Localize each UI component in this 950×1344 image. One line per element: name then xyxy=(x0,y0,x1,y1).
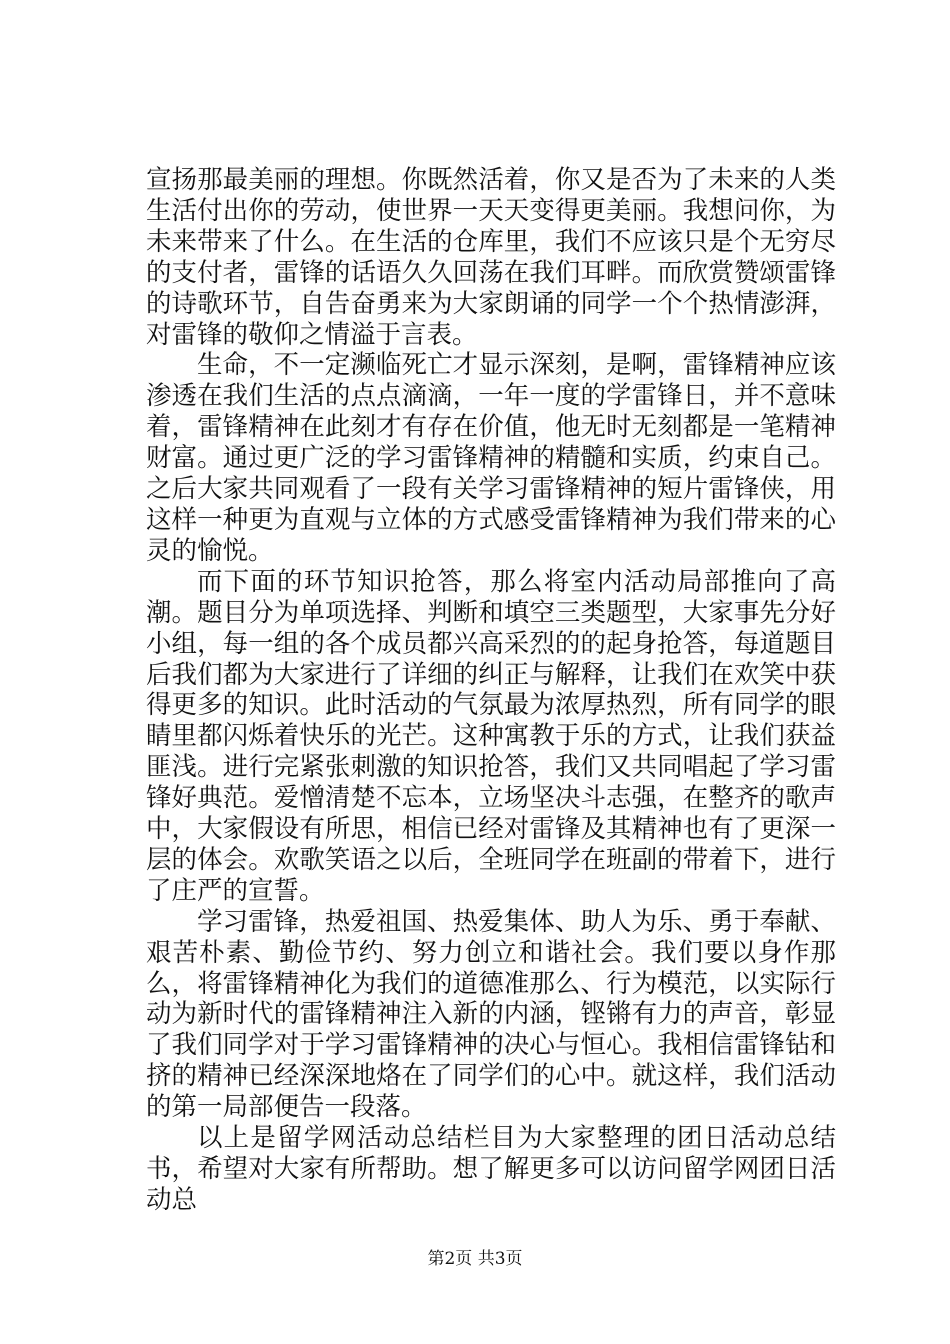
paragraph-2: 生命，不一定濒临死亡才显示深刻，是啊，雷锋精神应该渗透在我们生活的点点滴滴，一年一度的学雷锋日，并不意味着，雷锋精神在此刻才有存在价值，他无时无刻都是一笔精神财富。通过更广泛的学习雷锋精神的精髓和实质，约束自己。之后大家共同观看了一段有关学习雷锋精神的短片雷锋侠，用这样一种更为直观与立体的方式感受雷锋精神为我们带来的心灵的愉悦。 xyxy=(146,350,836,566)
paragraph-4: 学习雷锋，热爱祖国、热爱集体、助人为乐、勇于奉献、艰苦朴素、勤俭节约、努力创立和谐社会。我们要以身作那么，将雷锋精神化为我们的道德准那么、行为模范，以实际行动为新时代的雷锋精神注入新的内涵，铿锵有力的声音，彰显了我们同学对于学习雷锋精神的决心与恒心。我相信雷锋钻和挤的精神已经深深地烙在了同学们的心中。就这样，我们活动的第一局部便告一段落。 xyxy=(146,906,836,1123)
paragraph-5: 以上是留学网活动总结栏目为大家整理的团日活动总结书，希望对大家有所帮助。想了解更多可以访问留学网团日活动总 xyxy=(146,1123,836,1215)
page-number-label: 第2页 共3页 xyxy=(427,1249,523,1269)
paragraph-1: 宣扬那最美丽的理想。你既然活着，你又是否为了未来的人类生活付出你的劳动，使世界一天天变得更美丽。我想问你，为未来带来了什么。在生活的仓库里，我们不应该只是个无穷尽的支付者，雷锋的话语久久回荡在我们耳畔。而欣赏赞颂雷锋的诗歌环节，自告奋勇来为大家朗诵的同学一个个热情澎湃，对雷锋的敬仰之情溢于言表。 xyxy=(146,165,836,350)
page-footer xyxy=(0,1248,950,1270)
document-body xyxy=(146,165,836,1216)
paragraph-3: 而下面的环节知识抢答，那么将室内活动局部推向了高潮。题目分为单项选择、判断和填空三类题型，大家事先分好小组，每一组的各个成员都兴高采烈的的起身抢答，每道题目后我们都为大家进行了详细的纠正与解释，让我们在欢笑中获得更多的知识。此时活动的气氛最为浓厚热烈，所有同学的眼睛里都闪烁着快乐的光芒。这种寓教于乐的方式，让我们获益匪浅。进行完紧张刺激的知识抢答，我们又共同唱起了学习雷锋好典范。爱憎清楚不忘本，立场坚决斗志强，在整齐的歌声中，大家假设有所思，相信已经对雷锋及其精神也有了更深一层的体会。欢歌笑语之以后，全班同学在班副的带着下，进行了庄严的宣誓。 xyxy=(146,566,836,906)
